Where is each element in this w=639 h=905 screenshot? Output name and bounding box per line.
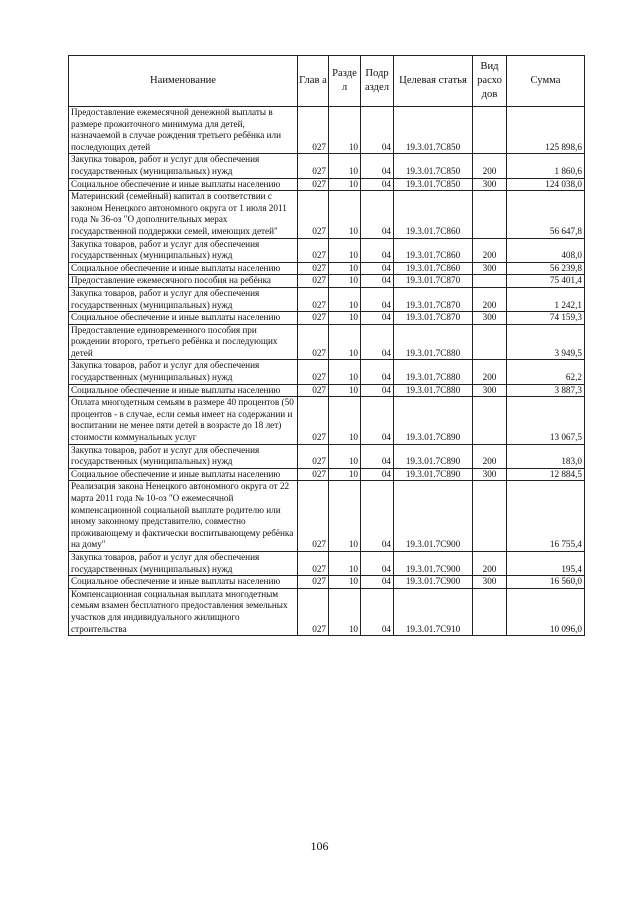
row-sum: 56 239,8	[507, 262, 585, 275]
row-name: Закупка товаров, работ и услуг для обеспечения государственных (муниципальных) нужд	[69, 238, 298, 262]
row-razdel: 10	[329, 287, 361, 311]
table-row	[69, 576, 585, 589]
row-glava: 027	[298, 107, 329, 154]
header-razdel: Разде л	[329, 56, 361, 107]
row-name: Предоставление ежемесячного пособия на ребёнка	[69, 275, 298, 288]
row-podrazdel: 04	[361, 107, 394, 154]
row-glava: 027	[298, 238, 329, 262]
row-sum: 195,4	[507, 551, 585, 575]
row-razdel: 10	[329, 107, 361, 154]
row-glava: 027	[298, 576, 329, 589]
row-podrazdel: 04	[361, 481, 394, 552]
row-vid: 300	[473, 384, 507, 397]
row-vid	[473, 275, 507, 288]
row-vid: 300	[473, 576, 507, 589]
row-target: 19.3.01.7С890	[394, 397, 473, 444]
row-vid	[473, 397, 507, 444]
row-target: 19.3.01.7С850	[394, 107, 473, 154]
row-target: 19.3.01.7С880	[394, 324, 473, 360]
row-name: Закупка товаров, работ и услуг для обеспечения государственных (муниципальных) нужд	[69, 444, 298, 468]
table-row	[69, 275, 585, 288]
row-name: Социальное обеспечение и иные выплаты населению	[69, 384, 298, 397]
row-target: 19.3.01.7С900	[394, 481, 473, 552]
table-row	[69, 444, 585, 468]
table-row	[69, 551, 585, 575]
row-name: Оплата многодетным семьям в размере 40 процентов (50 процентов - в случае, если семья имеет на содержании и воспитании не менее пяти детей в возрасте до 18 лет) стоимости коммунальных услуг	[69, 397, 298, 444]
table-row	[69, 287, 585, 311]
row-sum: 16 560,0	[507, 576, 585, 589]
row-glava: 027	[298, 444, 329, 468]
row-sum: 1 860,6	[507, 154, 585, 178]
header-row	[69, 56, 585, 107]
header-sum: Сумма	[507, 56, 585, 107]
row-sum: 3 949,5	[507, 324, 585, 360]
row-razdel: 10	[329, 444, 361, 468]
header-vid: Вид расхо дов	[473, 56, 507, 107]
row-podrazdel: 04	[361, 384, 394, 397]
row-sum: 13 067,5	[507, 397, 585, 444]
row-razdel: 10	[329, 551, 361, 575]
table-row	[69, 360, 585, 384]
row-podrazdel: 04	[361, 444, 394, 468]
header-podrazdel: Подр аздел	[361, 56, 394, 107]
row-target: 19.3.01.7С880	[394, 384, 473, 397]
row-sum: 75 401,4	[507, 275, 585, 288]
row-name: Закупка товаров, работ и услуг для обеспечения государственных (муниципальных) нужд	[69, 360, 298, 384]
row-vid	[473, 107, 507, 154]
row-glava: 027	[298, 178, 329, 191]
row-sum: 124 038,0	[507, 178, 585, 191]
row-vid	[473, 324, 507, 360]
row-name: Компенсационная социальная выплата многодетным семьям взамен бесплатного предоставления земельных участков для индивидуального жилищного строительства	[69, 588, 298, 635]
row-podrazdel: 04	[361, 287, 394, 311]
row-name: Закупка товаров, работ и услуг для обеспечения государственных (муниципальных) нужд	[69, 154, 298, 178]
row-target: 19.3.01.7С910	[394, 588, 473, 635]
row-vid	[473, 191, 507, 238]
row-glava: 027	[298, 191, 329, 238]
table-row	[69, 262, 585, 275]
table-row	[69, 107, 585, 154]
row-sum: 125 898,6	[507, 107, 585, 154]
row-vid	[473, 588, 507, 635]
table-row	[69, 384, 585, 397]
row-name: Реализация закона Ненецкого автономного округа от 22 марта 2011 года № 10-оз "О ежемесячной компенсационной социальной выплате родителю или иному законному представителю, совместно проживающему и фактически воспитывающему ребёнка на дому"	[69, 481, 298, 552]
row-name: Закупка товаров, работ и услуг для обеспечения государственных (муниципальных) нужд	[69, 287, 298, 311]
row-sum: 1 242,1	[507, 287, 585, 311]
row-glava: 027	[298, 312, 329, 325]
row-podrazdel: 04	[361, 360, 394, 384]
row-razdel: 10	[329, 191, 361, 238]
row-podrazdel: 04	[361, 262, 394, 275]
row-glava: 027	[298, 275, 329, 288]
row-razdel: 10	[329, 588, 361, 635]
row-podrazdel: 04	[361, 551, 394, 575]
row-vid: 200	[473, 238, 507, 262]
row-razdel: 10	[329, 468, 361, 481]
row-razdel: 10	[329, 384, 361, 397]
row-glava: 027	[298, 551, 329, 575]
row-target: 19.3.01.7С880	[394, 360, 473, 384]
row-sum: 16 755,4	[507, 481, 585, 552]
row-vid: 300	[473, 178, 507, 191]
table-row	[69, 481, 585, 552]
row-razdel: 10	[329, 481, 361, 552]
row-sum: 74 159,3	[507, 312, 585, 325]
header-glava: Глав а	[298, 56, 329, 107]
row-podrazdel: 04	[361, 275, 394, 288]
row-target: 19.3.01.7С850	[394, 154, 473, 178]
row-vid: 200	[473, 287, 507, 311]
row-name: Социальное обеспечение и иные выплаты населению	[69, 576, 298, 589]
row-podrazdel: 04	[361, 468, 394, 481]
table-row	[69, 154, 585, 178]
table-row	[69, 468, 585, 481]
row-glava: 027	[298, 384, 329, 397]
row-target: 19.3.01.7С860	[394, 191, 473, 238]
table-row	[69, 397, 585, 444]
row-target: 19.3.01.7С890	[394, 444, 473, 468]
row-vid: 300	[473, 262, 507, 275]
row-glava: 027	[298, 154, 329, 178]
row-vid: 200	[473, 551, 507, 575]
row-name: Социальное обеспечение и иные выплаты населению	[69, 262, 298, 275]
row-glava: 027	[298, 262, 329, 275]
row-glava: 027	[298, 588, 329, 635]
table-row	[69, 191, 585, 238]
row-sum: 12 884,5	[507, 468, 585, 481]
row-glava: 027	[298, 324, 329, 360]
row-glava: 027	[298, 481, 329, 552]
row-vid: 300	[473, 468, 507, 481]
row-podrazdel: 04	[361, 154, 394, 178]
row-vid: 200	[473, 154, 507, 178]
header-name: Наименование	[69, 56, 298, 107]
row-target: 19.3.01.7С860	[394, 262, 473, 275]
row-vid: 200	[473, 360, 507, 384]
page-number: 106	[310, 839, 329, 853]
row-target: 19.3.01.7С900	[394, 576, 473, 589]
row-vid: 200	[473, 444, 507, 468]
row-name: Социальное обеспечение и иные выплаты населению	[69, 178, 298, 191]
row-name: Предоставление единовременного пособия при рождении второго, третьего ребёнка и последующих детей	[69, 324, 298, 360]
row-razdel: 10	[329, 154, 361, 178]
row-razdel: 10	[329, 275, 361, 288]
header-target: Целевая статья	[394, 56, 473, 107]
row-podrazdel: 04	[361, 576, 394, 589]
row-name: Социальное обеспечение и иные выплаты населению	[69, 312, 298, 325]
row-podrazdel: 04	[361, 178, 394, 191]
row-name: Социальное обеспечение и иные выплаты населению	[69, 468, 298, 481]
row-razdel: 10	[329, 576, 361, 589]
row-sum: 56 647,8	[507, 191, 585, 238]
row-target: 19.3.01.7С850	[394, 178, 473, 191]
row-vid: 300	[473, 312, 507, 325]
row-glava: 027	[298, 360, 329, 384]
row-sum: 62,2	[507, 360, 585, 384]
row-sum: 183,0	[507, 444, 585, 468]
row-sum: 408,0	[507, 238, 585, 262]
row-podrazdel: 04	[361, 191, 394, 238]
table-row	[69, 324, 585, 360]
row-podrazdel: 04	[361, 324, 394, 360]
row-razdel: 10	[329, 312, 361, 325]
row-razdel: 10	[329, 360, 361, 384]
row-razdel: 10	[329, 324, 361, 360]
row-glava: 027	[298, 287, 329, 311]
row-sum: 3 887,3	[507, 384, 585, 397]
row-razdel: 10	[329, 262, 361, 275]
row-razdel: 10	[329, 397, 361, 444]
row-razdel: 10	[329, 238, 361, 262]
table-row	[69, 312, 585, 325]
row-glava: 027	[298, 397, 329, 444]
row-podrazdel: 04	[361, 238, 394, 262]
table-row	[69, 588, 585, 635]
row-glava: 027	[298, 468, 329, 481]
budget-table	[68, 55, 585, 636]
row-sum: 10 096,0	[507, 588, 585, 635]
row-vid	[473, 481, 507, 552]
row-name: Закупка товаров, работ и услуг для обеспечения государственных (муниципальных) нужд	[69, 551, 298, 575]
row-target: 19.3.01.7С890	[394, 468, 473, 481]
row-target: 19.3.01.7С900	[394, 551, 473, 575]
row-target: 19.3.01.7С860	[394, 238, 473, 262]
row-podrazdel: 04	[361, 312, 394, 325]
row-target: 19.3.01.7С870	[394, 275, 473, 288]
row-target: 19.3.01.7С870	[394, 312, 473, 325]
row-target: 19.3.01.7С870	[394, 287, 473, 311]
table-row	[69, 238, 585, 262]
row-name: Материнский (семейный) капитал в соответствии с законом Ненецкого автономного округа от 1 июля 2011 года № 36-оз "О дополнительных мерах государственной поддержки семей, имеющих детей"	[69, 191, 298, 238]
table-row	[69, 178, 585, 191]
row-name: Предоставление ежемесячной денежной выплаты в размере прожиточного минимума для детей, назначаемой в случае рождения третьего ребёнка или последующих детей	[69, 107, 298, 154]
row-razdel: 10	[329, 178, 361, 191]
row-podrazdel: 04	[361, 397, 394, 444]
row-podrazdel: 04	[361, 588, 394, 635]
